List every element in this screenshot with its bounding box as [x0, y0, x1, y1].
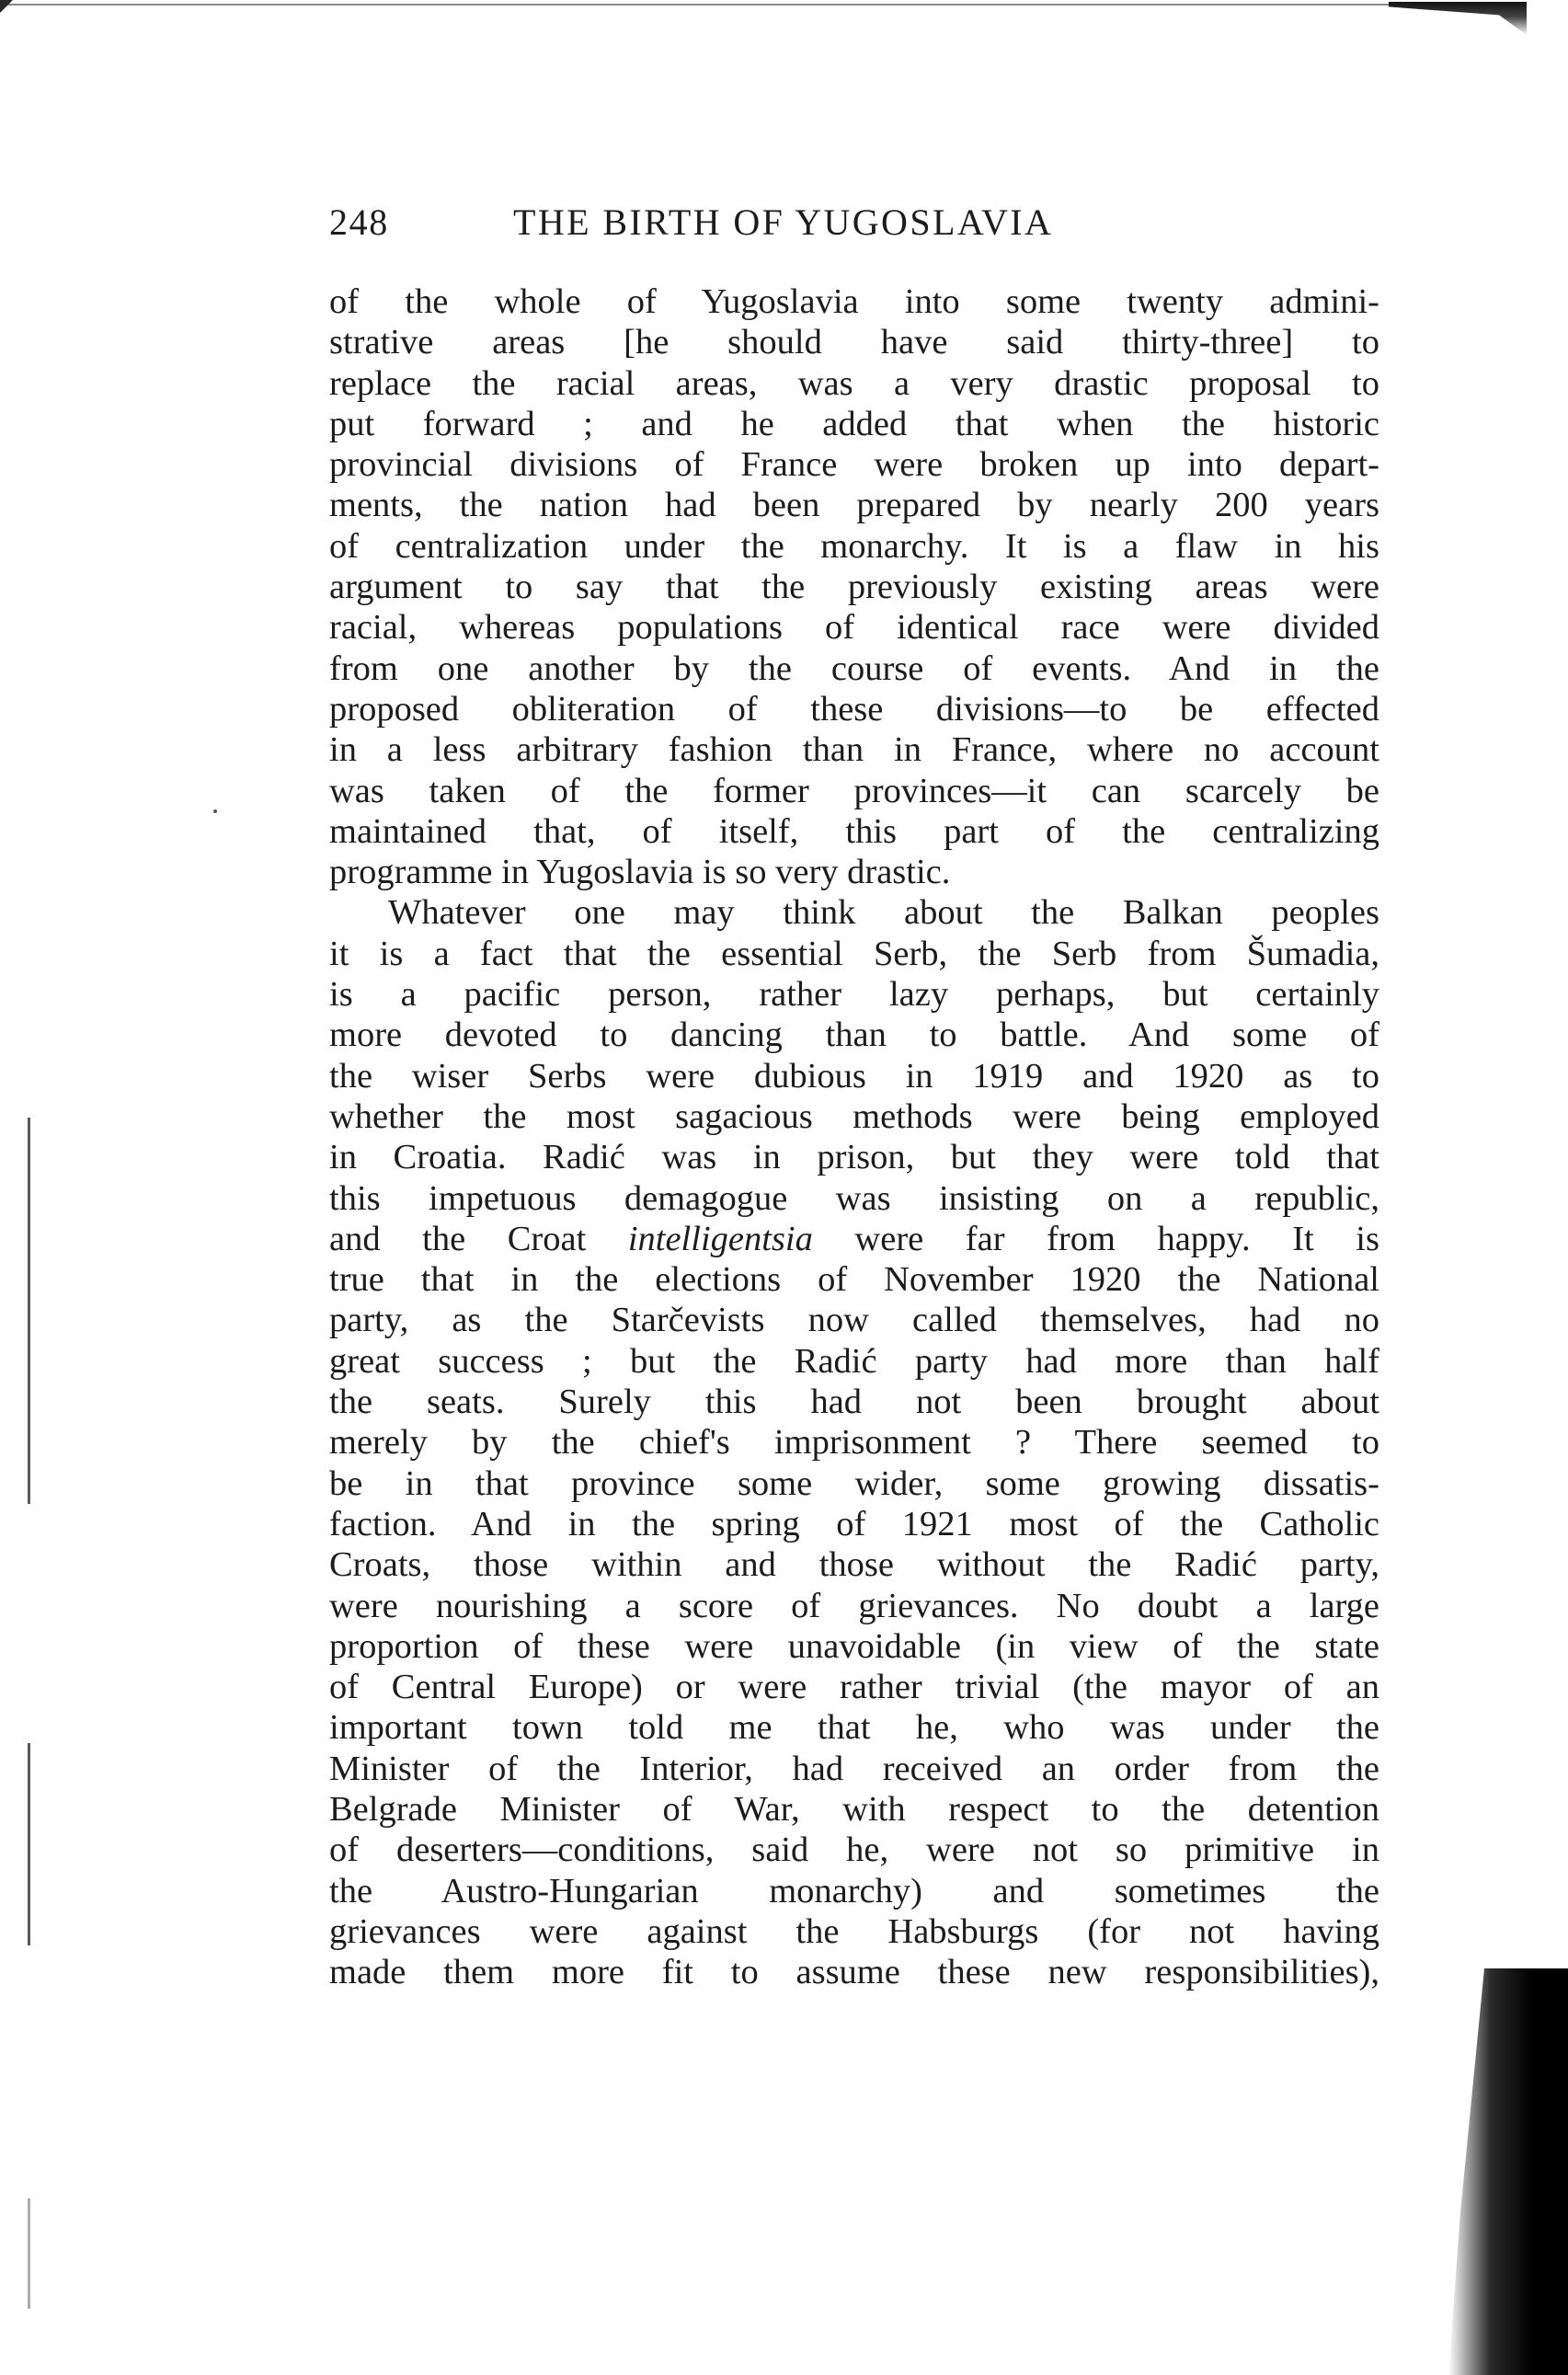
text-line: it is a fact that the essential Serb, the Serb from Šumadia,: [329, 934, 1379, 973]
text-line: proposed obliteration of these divisions—to be effected: [329, 689, 1379, 729]
text-line: great success ; but the Radić party had more than half: [329, 1341, 1379, 1381]
text-line: this impetuous demagogue was insisting on a republic,: [329, 1178, 1379, 1218]
text-line: programme in Yugoslavia is so very drastic.: [329, 853, 951, 892]
text-line: grievances were against the Habsburgs (for not having: [329, 1911, 1379, 1951]
page-number: 248: [329, 201, 389, 243]
text-line: of the whole of Yugoslavia into some twenty admini-: [329, 282, 1379, 321]
text-line: put forward ; and he added that when the historic: [329, 404, 1379, 443]
text-line: of centralization under the monarchy. It is a flaw in his: [329, 526, 1379, 566]
text-line: of deserters—conditions, said he, were not so primitive in: [329, 1830, 1379, 1870]
text-line: racial, whereas populations of identical race were divided: [329, 608, 1379, 648]
page-curl-shadow: [1389, 2, 1527, 35]
running-head: [329, 201, 1414, 252]
text-line: from one another by the course of events. And in the: [329, 648, 1379, 688]
scan-edge-line: [0, 4, 1517, 6]
body-text: [329, 281, 1379, 1992]
margin-scan-mark: [28, 2198, 30, 2309]
text-segment: were far from happy. It is: [812, 1219, 1379, 1258]
text-line: true that in the elections of November 1920 the National: [329, 1260, 1379, 1300]
text-line: Belgrade Minister of War, with respect to the detention: [329, 1789, 1379, 1829]
margin-scan-mark: [28, 1743, 30, 1945]
paragraph: [329, 892, 1379, 1992]
text-segment: and the Croat: [329, 1219, 628, 1258]
text-line: ments, the nation had been prepared by nearly 200 years: [329, 486, 1379, 525]
text-line: made them more fit to assume these new responsibilities),: [329, 1953, 1379, 1992]
text-line: is a pacific person, rather lazy perhaps, but certainly: [329, 975, 1379, 1015]
text-line: Whatever one may think about the Balkan peoples: [388, 893, 1379, 933]
text-line: was taken of the former provinces—it can scarcely be: [329, 771, 1379, 810]
text-line: merely by the chief's imprisonment ? There seemed to: [329, 1423, 1379, 1463]
text-line: whether the most sagacious methods were being employed: [329, 1096, 1379, 1136]
text-line: party, as the Starčevists now called themselves, had no: [329, 1301, 1379, 1340]
text-line: the Austro-Hungarian monarchy) and sometimes the: [329, 1871, 1379, 1910]
text-line: Croats, those within and those without the Radić party,: [329, 1545, 1379, 1585]
binding-shadow: [1448, 1968, 1568, 2375]
paragraph: [329, 281, 1379, 892]
text-line: in Croatia. Radić was in prison, but they were told that: [329, 1138, 1379, 1177]
text-line: of Central Europe) or were rather trivial (the mayor of an: [329, 1668, 1379, 1707]
text-line: Minister of the Interior, had received an order from the: [329, 1749, 1379, 1788]
text-line: the seats. Surely this had not been brought about: [329, 1383, 1379, 1422]
scan-corner-mark: [0, 0, 13, 13]
text-line: in a less arbitrary fashion than in France, where no account: [329, 730, 1379, 770]
text-line: were nourishing a score of grievances. No doubt a large: [329, 1586, 1379, 1625]
book-title: THE BIRTH OF YUGOSLAVIA: [513, 201, 1054, 243]
text-line: the wiser Serbs were dubious in 1919 and 1920 as to: [329, 1056, 1379, 1096]
italic-term: intelligentsia: [627, 1219, 813, 1258]
text-line: important town told me that he, who was under the: [329, 1708, 1379, 1748]
text-line: faction. And in the spring of 1921 most of the Catholic: [329, 1504, 1379, 1543]
scan-top-edge: [0, 0, 1568, 37]
text-line: provincial divisions of France were broken up into depart-: [329, 445, 1379, 485]
text-line: proportion of these were unavoidable (in view of the state: [329, 1626, 1379, 1666]
margin-scan-mark: [28, 1118, 30, 1504]
text-line: more devoted to dancing than to battle. And some of: [329, 1015, 1379, 1055]
text-line: replace the racial areas, was a very drastic proposal to: [329, 363, 1379, 403]
text-line: argument to say that the previously existing areas were: [329, 568, 1379, 607]
text-line-mixed: [329, 1219, 1379, 1259]
text-line: strative areas [he should have said thirty-three] to: [329, 323, 1379, 362]
text-line: maintained that, of itself, this part of the centralizing: [329, 811, 1379, 851]
text-line: be in that province some wider, some growing dissatis-: [329, 1463, 1379, 1503]
scan-speck: [213, 809, 217, 813]
